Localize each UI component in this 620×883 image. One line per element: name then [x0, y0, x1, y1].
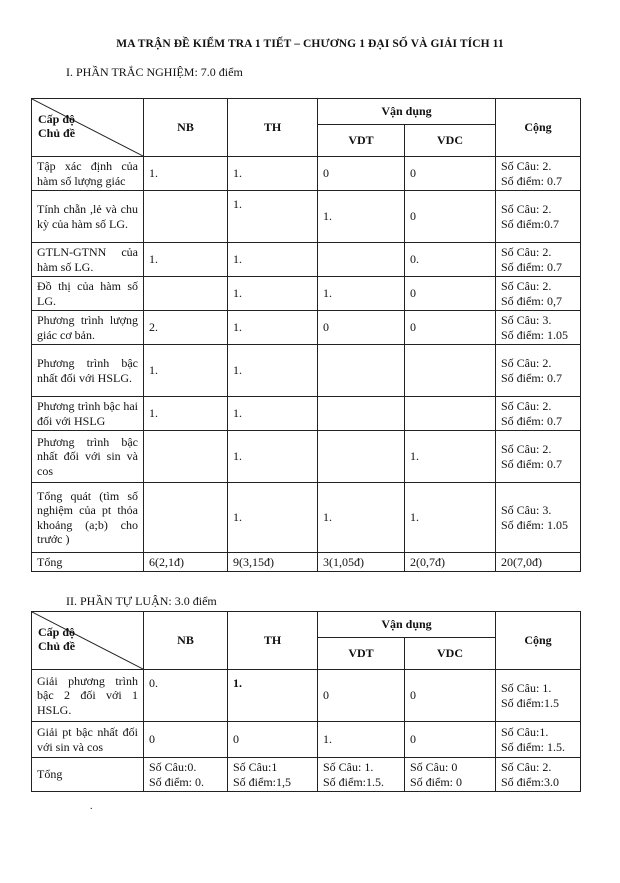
- table-row: [32, 397, 581, 431]
- topic-cell: Giải phương trình bậc 2 đối với 1 HSLG.: [32, 670, 144, 722]
- topic-cell: Phương trình bậc hai đối với HSLG: [32, 397, 144, 431]
- topic-cell: Phương trình lượng giác cơ bản.: [32, 311, 144, 345]
- topic-cell: Giải pt bậc nhất đối với sin và cos: [32, 722, 144, 758]
- page-title: MA TRẬN ĐỀ KIỂM TRA 1 TIẾT – CHƯƠNG 1 ĐẠI SỐ VÀ GIẢI TÍCH 11: [116, 38, 504, 50]
- header-cong: Cộng: [496, 612, 581, 670]
- vdc-cell: 0: [405, 277, 496, 311]
- total-cong: [496, 758, 581, 792]
- total-label: Tổng: [32, 553, 144, 572]
- topic-cell: GTLN-GTNN của hàm số LG.: [32, 243, 144, 277]
- section-heading-essay: II. PHẦN TỰ LUẬN: 3.0 điểm: [66, 594, 217, 608]
- stray-mark: .: [90, 801, 93, 812]
- cong-so-cau: Số Câu: 3.: [501, 503, 552, 517]
- header-th: TH: [228, 99, 318, 157]
- cong-cell: [496, 345, 581, 397]
- topic-cell: Đồ thị của hàm số LG.: [32, 277, 144, 311]
- total-th: 9(3,15đ): [228, 553, 318, 572]
- cong-cell: [496, 397, 581, 431]
- total-th: [228, 758, 318, 792]
- header-nb: NB: [144, 612, 228, 670]
- essay-matrix-table: [31, 611, 581, 792]
- vdt-cell: 0: [318, 670, 405, 722]
- cong-so-cau: Số Câu: 3.: [501, 313, 552, 327]
- table-row: [32, 311, 581, 345]
- cong-cell: [496, 722, 581, 758]
- cong-so-cau: Số Câu: 2.: [501, 245, 552, 259]
- header-vdt: VDT: [318, 125, 405, 157]
- header-van-dung: Vận dụng: [318, 99, 496, 125]
- cong-cell: [496, 670, 581, 722]
- topic-cell: Tổng quát (tìm số nghiệm của pt thỏa khoảng (a;b) cho trước ): [32, 483, 144, 553]
- th-cell: 1.: [228, 157, 318, 191]
- total-vdt: [318, 758, 405, 792]
- header-corner-cell: [32, 99, 144, 157]
- cong-so-diem: Số điểm: 0.7: [501, 456, 563, 471]
- vdt-cell: [318, 345, 405, 397]
- cong-so-cau: Số Câu: 1.: [501, 681, 552, 695]
- table-row: [32, 722, 581, 758]
- vdc-cell: [405, 397, 496, 431]
- total-nb: [144, 758, 228, 792]
- nb-cell: [144, 277, 228, 311]
- total-vdt-so-diem: Số điểm:1.5.: [323, 774, 385, 789]
- cong-so-diem: Số điểm: 0.7: [501, 259, 563, 274]
- nb-cell: 1.: [144, 397, 228, 431]
- vdt-cell: [318, 397, 405, 431]
- cong-so-cau: Số Câu: 2.: [501, 202, 552, 216]
- total-vdt: 3(1,05đ): [318, 553, 405, 572]
- th-cell: 1.: [228, 483, 318, 553]
- nb-cell: 1.: [144, 157, 228, 191]
- vdc-cell: 0: [405, 157, 496, 191]
- vdc-cell: [405, 345, 496, 397]
- total-vdc-so-diem: Số điểm: 0: [410, 774, 463, 789]
- header-van-dung: Vận dụng: [318, 612, 496, 638]
- cong-cell: [496, 157, 581, 191]
- th-cell: 1.: [228, 243, 318, 277]
- total-vdc: [405, 758, 496, 792]
- cong-so-cau: Số Câu: 2.: [501, 399, 552, 413]
- cong-so-diem: Số điểm: 1.05: [501, 327, 569, 342]
- table-row: [32, 191, 581, 243]
- multiple-choice-matrix-table: [31, 98, 581, 572]
- cong-cell: [496, 431, 581, 483]
- cong-so-diem: Số điểm: 0,7: [501, 293, 563, 308]
- table-row: [32, 483, 581, 553]
- th-cell: 1.: [228, 277, 318, 311]
- cong-cell: [496, 483, 581, 553]
- topic-cell: Tập xác định của hàm số lượng giác: [32, 157, 144, 191]
- th-cell: 1.: [228, 397, 318, 431]
- vdt-cell: [318, 431, 405, 483]
- total-vdc: 2(0,7đ): [405, 553, 496, 572]
- table-row: [32, 243, 581, 277]
- cong-so-diem: Số điểm: 1.5.: [501, 739, 566, 754]
- total-th-so-diem: Số điểm:1,5: [233, 774, 292, 789]
- th-cell: 1.: [228, 345, 318, 397]
- total-vdt-so-cau: Số Câu: 1.: [323, 760, 374, 774]
- cong-so-diem: Số điểm: 0.7: [501, 173, 563, 188]
- cong-cell: [496, 243, 581, 277]
- th-cell: 1.: [228, 311, 318, 345]
- nb-cell: 0.: [144, 670, 228, 722]
- nb-cell: 1.: [144, 345, 228, 397]
- total-th-so-cau: Số Câu:1: [233, 760, 278, 774]
- table-row: [32, 345, 581, 397]
- nb-cell: 2.: [144, 311, 228, 345]
- total-label: Tổng: [32, 758, 144, 792]
- cong-so-diem: Số điểm: 0.7: [501, 370, 563, 385]
- cong-so-diem: Số điểm:1.5: [501, 695, 560, 710]
- header-chu-de: Chủ đề: [38, 126, 76, 140]
- header-th: TH: [228, 612, 318, 670]
- topic-cell: Phương trình bậc nhất đối với HSLG.: [32, 345, 144, 397]
- table-row: [32, 670, 581, 722]
- table-row: [32, 157, 581, 191]
- cong-so-diem: Số điểm: 1.05: [501, 517, 569, 532]
- vdc-cell: 1.: [405, 431, 496, 483]
- cong-so-cau: Số Câu: 2.: [501, 356, 552, 370]
- header-nb: NB: [144, 99, 228, 157]
- total-row: [32, 758, 581, 792]
- vdt-cell: 1.: [318, 191, 405, 243]
- total-cong-so-diem: Số điểm:3.0: [501, 774, 560, 789]
- header-chu-de: Chủ đề: [38, 639, 76, 653]
- topic-cell: Phương trình bậc nhất đối với sin và cos: [32, 431, 144, 483]
- vdc-cell: 0.: [405, 243, 496, 277]
- total-row: [32, 553, 581, 572]
- header-labels: [38, 112, 75, 140]
- vdc-cell: 0: [405, 311, 496, 345]
- header-labels: [38, 625, 75, 653]
- cong-cell: [496, 311, 581, 345]
- th-cell: 1.: [228, 191, 318, 243]
- vdt-cell: [318, 243, 405, 277]
- vdt-cell: 1.: [318, 722, 405, 758]
- total-nb-so-cau: Số Câu:0.: [149, 760, 197, 774]
- vdt-cell: 0: [318, 157, 405, 191]
- header-corner-cell: [32, 612, 144, 670]
- total-vdc-so-cau: Số Câu: 0: [410, 760, 458, 774]
- nb-cell: [144, 191, 228, 243]
- table-row: [32, 277, 581, 311]
- vdt-cell: 1.: [318, 483, 405, 553]
- cong-so-diem: Số điểm:0.7: [501, 216, 560, 231]
- th-cell: 0: [228, 722, 318, 758]
- header-cap-do: Cấp độ: [38, 112, 76, 126]
- header-vdc: VDC: [405, 125, 496, 157]
- vdc-cell: 0: [405, 670, 496, 722]
- cong-so-cau: Số Câu: 2.: [501, 279, 552, 293]
- vdc-cell: 0: [405, 191, 496, 243]
- cong-so-diem: Số điểm: 0.7: [501, 413, 563, 428]
- nb-cell: [144, 483, 228, 553]
- total-nb-so-diem: Số điểm: 0.: [149, 774, 205, 789]
- th-cell: 1.: [228, 431, 318, 483]
- total-cong-so-cau: Số Câu: 2.: [501, 760, 552, 774]
- total-nb: 6(2,1đ): [144, 553, 228, 572]
- vdt-cell: 1.: [318, 277, 405, 311]
- header-vdc: VDC: [405, 638, 496, 670]
- vdc-cell: 1.: [405, 483, 496, 553]
- cong-so-cau: Số Câu: 2.: [501, 159, 552, 173]
- header-vdt: VDT: [318, 638, 405, 670]
- header-cong: Cộng: [496, 99, 581, 157]
- cong-so-cau: Số Câu: 2.: [501, 442, 552, 456]
- header-cap-do: Cấp độ: [38, 625, 76, 639]
- table-row: [32, 431, 581, 483]
- th-cell: 1.: [228, 670, 318, 722]
- nb-cell: [144, 431, 228, 483]
- cong-cell: [496, 191, 581, 243]
- cong-cell: [496, 277, 581, 311]
- vdt-cell: 0: [318, 311, 405, 345]
- cong-so-cau: Số Câu:1.: [501, 725, 549, 739]
- total-cong: 20(7,0đ): [496, 553, 581, 572]
- section-heading-multiple-choice: I. PHẦN TRẮC NGHIỆM: 7.0 điểm: [66, 65, 243, 79]
- nb-cell: 1.: [144, 243, 228, 277]
- topic-cell: Tính chẵn ,lẻ và chu kỳ của hàm số LG.: [32, 191, 144, 243]
- nb-cell: 0: [144, 722, 228, 758]
- vdc-cell: 0: [405, 722, 496, 758]
